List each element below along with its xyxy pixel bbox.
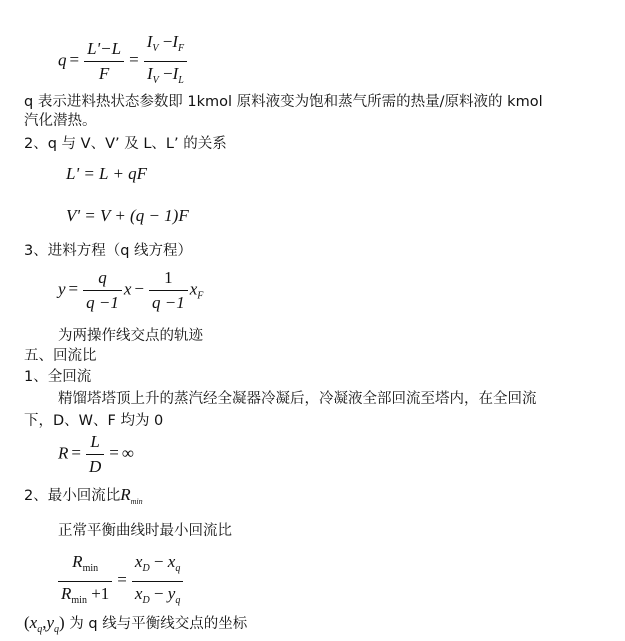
coordinate-description: $(x_q,y_q)$ 为 q 线与平衡线交点的坐标 [24,613,248,635]
fraction-l [84,39,124,84]
total-reflux-formula: R = $\frac{L}{D}$ = ∞ [58,432,134,476]
fraction-q: $\frac{q}{q -1}$ [83,268,122,313]
subsection1-heading: 1、全回流 [24,369,92,385]
total-reflux-line1: 精馏塔塔顶上升的蒸汽经全凝器冷凝后，冷凝液全部回流至塔内，在全回流 [58,391,537,407]
rmin-formula: $\frac{R_{min}}{R_{min} +1}$ = $\frac{x_D - x_q}{x_D - y_q}$ [56,552,185,611]
fraction-one: $\frac{1}{q -1}$ [149,268,188,313]
q-symbol: q [58,50,67,70]
fraction-rmin: $\frac{R_{min}}{R_{min} +1}$ [58,552,112,611]
q-line-description: 为两操作线交点的轨迹 [58,328,203,344]
subsection2-heading: 2、最小回流比$R_{min}$ [24,485,143,506]
denominator: F [98,64,110,83]
fraction-ld: $\frac{L}{D}$ [86,432,104,477]
section3-heading: 3、进料方程（q 线方程） [24,243,193,259]
numerator: L'−L [84,39,124,62]
fraction-i [144,32,187,91]
l-prime-formula: L' = L + qF [66,164,148,183]
fraction-x: $\frac{x_D - x_q}{x_D - y_q}$ [132,552,183,611]
denominator: $I_V -I_L$ [146,64,184,86]
q-line-formula: y = $\frac{q}{q -1}$ x − $\frac{1}{q -1}$ $x_F$ [58,268,204,312]
section2-heading: 2、q 与 V、V’ 及 L、L’ 的关系 [24,136,227,152]
v-prime-formula: V' = V + (q − 1)F [66,206,189,225]
numerator: $I_V -I_F$ [144,32,187,62]
q-description-line1: q 表示进料热状态参数即 1kmol 原料液变为饱和蒸气所需的热量/原料液的 kmol [24,94,543,110]
total-reflux-line2: 下，D、W、F 均为 0 [24,413,164,429]
q-description-line2: 汽化潜热。 [24,113,97,129]
section5-heading: 五、回流比 [24,348,97,364]
q-definition-formula: q = $\frac{L'-L}{F}$ = $\frac{I_V -I_F}{I_V -I_L}$ [58,32,189,91]
rmin-description: 正常平衡曲线时最小回流比 [58,523,232,539]
